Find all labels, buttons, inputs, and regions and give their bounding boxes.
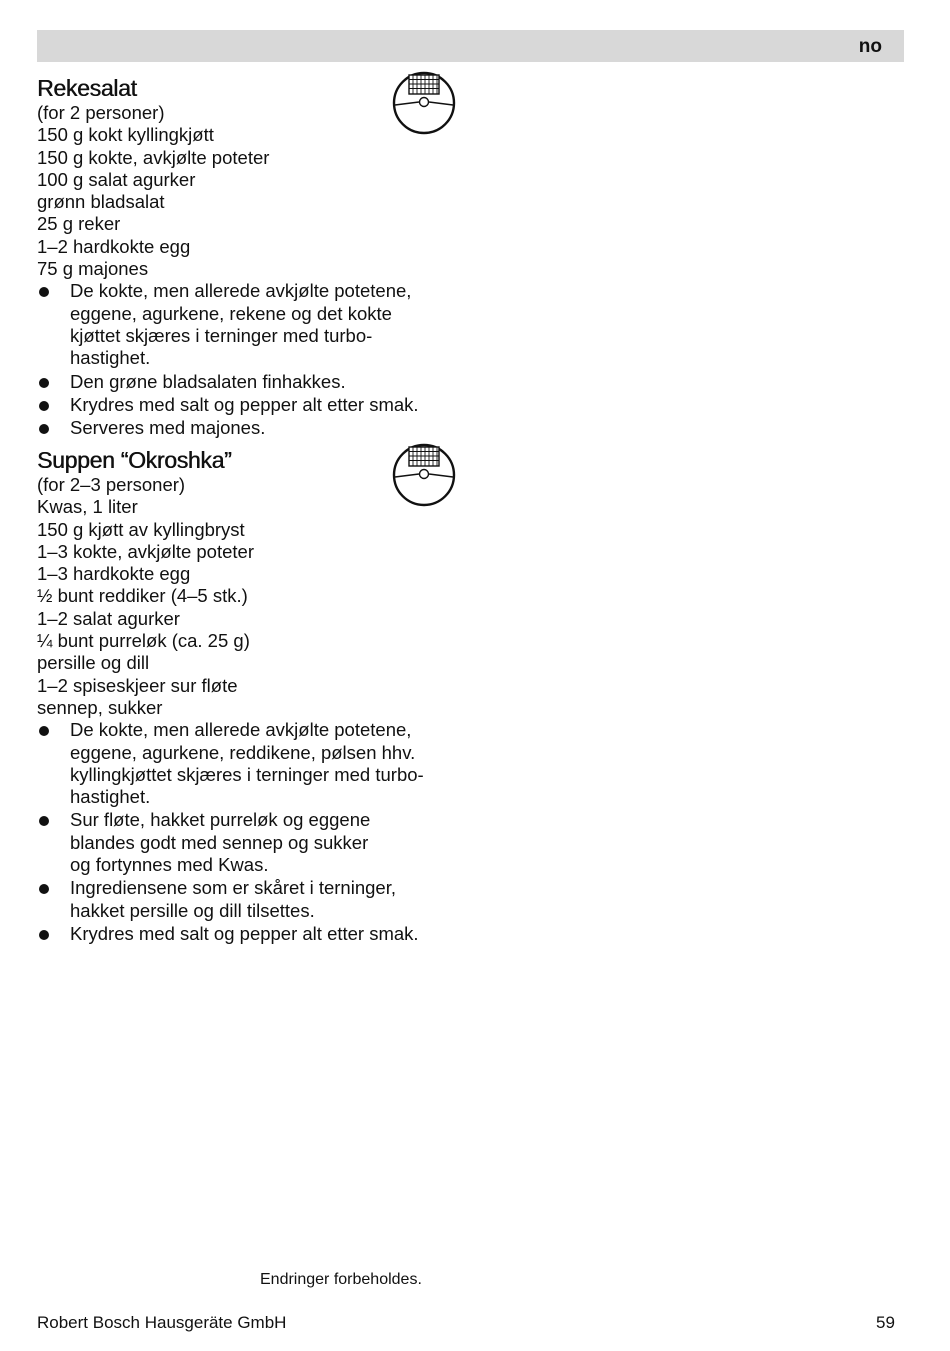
step-line: kjøttet skjæres i terninger med turbo- bbox=[70, 324, 373, 346]
ingredient: 1–2 salat agurker bbox=[37, 607, 180, 629]
step-item bbox=[37, 719, 467, 808]
step-line: kyllingkjøttet skjæres i terninger med turbo- bbox=[70, 763, 424, 785]
step-line: blandes godt med sennep og sukker bbox=[70, 831, 369, 853]
bullet-icon bbox=[39, 884, 49, 894]
bullet-icon bbox=[39, 287, 49, 297]
step-line: Krydres med salt og pepper alt etter smak. bbox=[70, 922, 419, 944]
ingredient: (for 2–3 personer) bbox=[37, 474, 186, 495]
bullet-icon bbox=[39, 424, 49, 434]
ingredient: 1–2 hardkokte egg bbox=[37, 235, 191, 257]
step-item bbox=[37, 371, 467, 393]
ingredient: ¼ bunt purreløk (ca. 25 g) bbox=[37, 630, 250, 652]
ingredient: 150 g kokt kyllingkjøtt bbox=[37, 124, 214, 146]
bullet-icon bbox=[39, 401, 49, 411]
step-line: hastighet. bbox=[70, 786, 151, 808]
step-line: og fortynnes med Kwas. bbox=[70, 854, 269, 876]
ingredient-list bbox=[37, 474, 467, 719]
step-line: Serveres med majones. bbox=[70, 417, 266, 439]
page-number: 59 bbox=[876, 1313, 895, 1332]
step-item bbox=[37, 280, 467, 369]
step-line: Den grøne bladsalaten finhakkes. bbox=[70, 370, 346, 392]
step-line: De kokte, men allerede avkjølte potetene, bbox=[70, 280, 412, 302]
bullet-icon bbox=[39, 930, 49, 940]
ingredient: 150 g kjøtt av kyllingbryst bbox=[37, 518, 245, 540]
step-item bbox=[37, 877, 467, 922]
ingredient: 1–3 hardkokte egg bbox=[37, 563, 191, 585]
step-line: eggene, agurkene, rekene og det kokte bbox=[70, 302, 392, 324]
ingredient: 1–2 spiseskjeer sur fløte bbox=[37, 674, 238, 696]
bullet-icon bbox=[39, 726, 49, 736]
step-list bbox=[37, 719, 467, 945]
dicing-disc-icon bbox=[392, 443, 456, 507]
ingredient: 100 g salat agurker bbox=[37, 168, 196, 190]
step-line: eggene, agurkene, reddikene, pølsen hhv. bbox=[70, 741, 416, 763]
dicing-disc-icon bbox=[392, 71, 456, 135]
bullet-icon bbox=[39, 816, 49, 826]
ingredient: persille og dill bbox=[37, 652, 150, 674]
step-line: hastighet. bbox=[70, 347, 151, 369]
step-item bbox=[37, 394, 467, 416]
recipe-okroshka bbox=[37, 446, 467, 945]
ingredient: grønn bladsalat bbox=[37, 191, 165, 213]
step-item bbox=[37, 417, 467, 439]
ingredient: 1–3 kokte, avkjølte poteter bbox=[37, 540, 254, 562]
ingredient: (for 2 personer) bbox=[37, 102, 165, 123]
bullet-icon bbox=[39, 378, 49, 388]
ingredient: 25 g reker bbox=[37, 213, 121, 235]
ingredient: 150 g kokte, avkjølte poteter bbox=[37, 146, 270, 168]
step-line: Sur fløte, hakket purreløk og eggene bbox=[70, 809, 371, 831]
step-line: hakket persille og dill tilsettes. bbox=[70, 899, 315, 921]
ingredient: sennep, sukker bbox=[37, 696, 163, 718]
step-item bbox=[37, 809, 467, 876]
step-line: Krydres med salt og pepper alt etter smak. bbox=[70, 393, 419, 415]
ingredient: ½ bunt reddiker (4–5 stk.) bbox=[37, 585, 248, 607]
step-line: De kokte, men allerede avkjølte potetene, bbox=[70, 719, 412, 741]
footer-company: Robert Bosch Hausgeräte GmbH bbox=[37, 1313, 287, 1332]
ingredient: 75 g majones bbox=[37, 258, 149, 280]
language-code: no bbox=[858, 36, 882, 57]
recipe-title: Suppen “Okroshka” bbox=[37, 447, 232, 473]
step-list bbox=[37, 280, 467, 439]
step-line: Ingrediensene som er skåret i terninger, bbox=[70, 877, 396, 899]
step-item bbox=[37, 923, 467, 945]
ingredient: Kwas, 1 liter bbox=[37, 496, 138, 518]
header-bar bbox=[37, 30, 904, 62]
footer-note: Endringer forbeholdes. bbox=[260, 1271, 422, 1288]
recipe-title: Rekesalat bbox=[37, 75, 137, 101]
